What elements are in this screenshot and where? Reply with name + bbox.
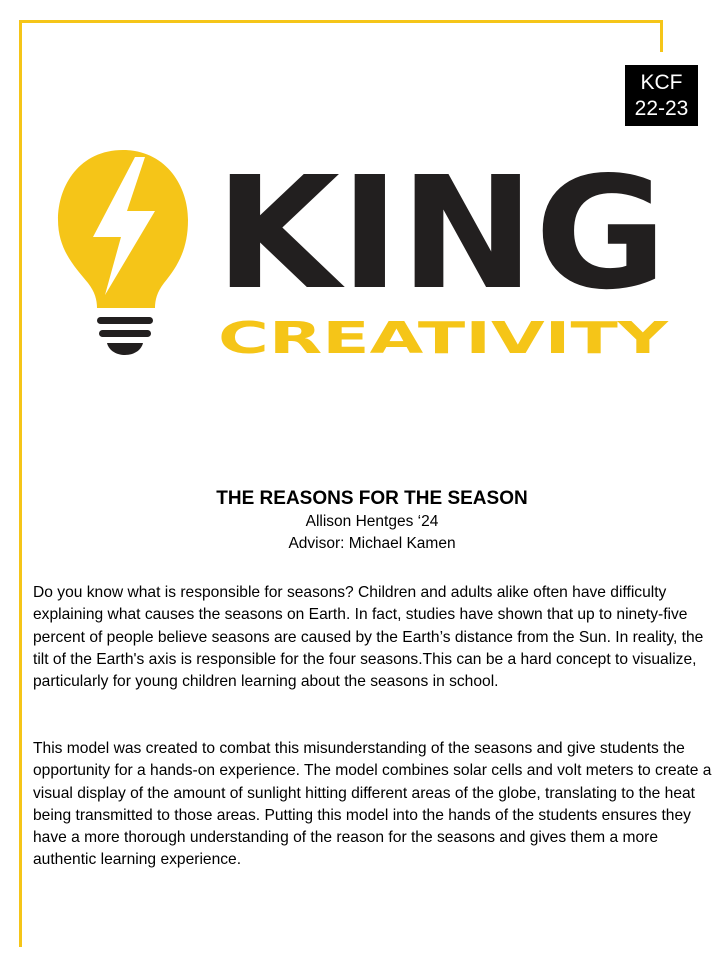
logo-word-main: KING	[215, 145, 667, 324]
advisor-line: Advisor: Michael Kamen	[288, 535, 456, 552]
frame-left-border	[19, 20, 22, 947]
body-paragraph-2: This model was created to combat this misunderstanding of the seasons and give students the opportunity for a hands-on experience. The model combines solar cells and volt meters to create a visual display of the amount of sunlight hitting different areas of the globe, translating to the heat being transmitted to those areas. Putting this model into the hands of the students ensures they have a more thorough understanding of the reason for the seasons and gives them a more authentic learning experience.	[33, 740, 712, 869]
document-title: THE REASONS FOR THE SEASON	[216, 488, 528, 509]
frame-right-border	[660, 20, 663, 52]
title-block	[22, 487, 720, 555]
logo-word-sub: CREATIVITY	[218, 313, 670, 360]
badge-line-1: KCF	[640, 71, 683, 94]
lightbulb-lightning-icon	[58, 150, 188, 355]
frame-top-border	[19, 20, 663, 23]
body-paragraph-1: Do you know what is responsible for seasons? Children and adults alike often have difficulty explaining what causes the seasons on Earth. In fact, studies have shown that up to ninety-five percent of people believe seasons are caused by the Earth’s distance from the Sun. In reality, the tilt of the Earth's axis is responsible for the four seasons.This can be a hard concept to visualize, particularly for young children learning about the seasons in school.	[33, 584, 704, 691]
kcf-badge	[625, 65, 698, 126]
badge-line-2: 22-23	[634, 97, 689, 120]
author-line: Allison Hentges ‘24	[305, 513, 439, 530]
king-creativity-logo	[55, 145, 675, 360]
